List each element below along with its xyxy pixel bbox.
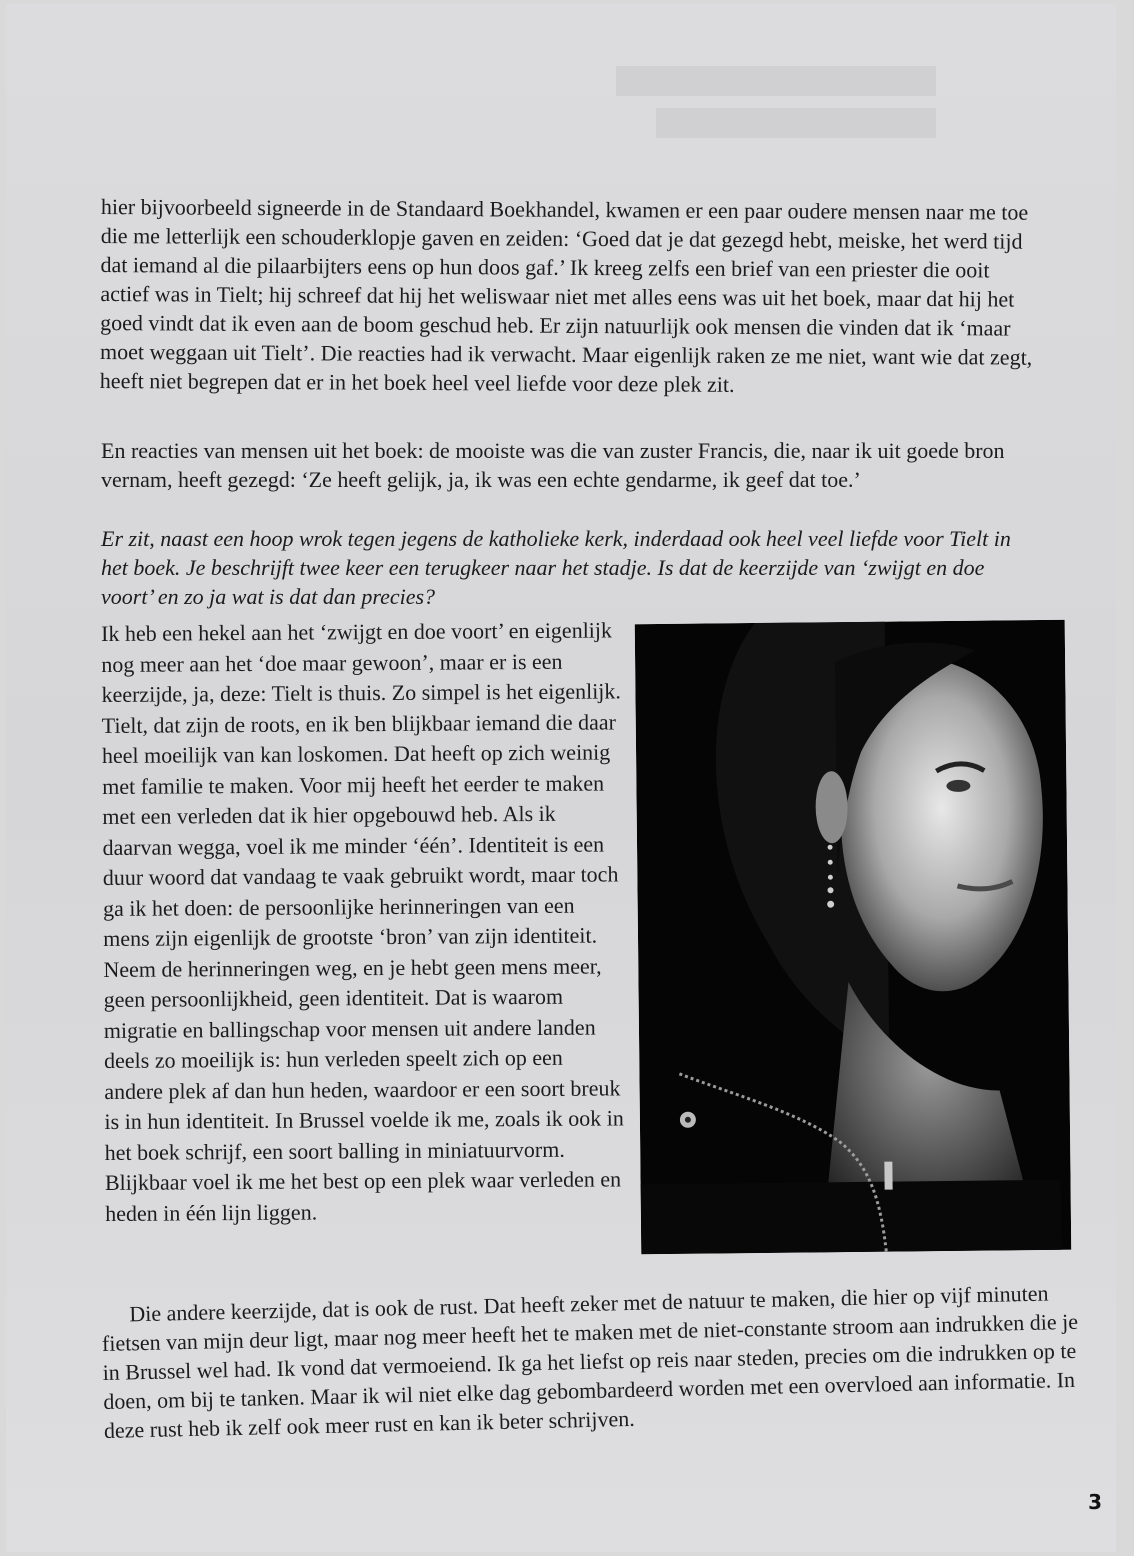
magazine-page [6, 4, 1116, 1552]
page-number: 3 [1088, 1490, 1102, 1514]
answer-paragraph-1: Ik heb een hekel aan het ‘zwijgt en doe voort’ en eigenlijk nog meer aan het ‘doe maar gewoon’, maar er is een keerzijde, ja, deze: Tielt is thuis. Zo simpel is het eigenlijk. Tielt, dat zijn de roots, en ik ben blijkbaar iemand die daar heel moeilijk van kan loskomen. Dat heeft op zich weinig met familie te maken. Voor mij heeft het eerder te maken met een verleden dat ik hier opgebouwd heb. Als ik daarvan wegga, voel ik me minder ‘één’. Identiteit is een duur woord dat vandaag te vaak gebruikt wordt, maar toch ga ik het doen: de persoonlijke herinneringen van een mens zijn eigenlijk de grootste ‘bron’ van zijn identiteit. Neem de herinneringen weg, en je hebt geen mens meer, geen persoonlijkheid, geen identiteit. Dat is waarom migratie en ballingschap voor mensen uit andere landen deels zo moeilijk is: hun verleden speelt zich op een andere plek af dan hun heden, waardoor er een soort breuk is in hun identiteit. In Brussel voelde ik me, zoals ik ook in het boek schrijf, een soort balling in miniatuurvorm. Blijkbaar voel ik me het best op een plek waar verleden en heden in één lijn liggen. [101, 617, 624, 1226]
show-through-heading [616, 56, 946, 157]
portrait-photo-icon [635, 620, 1072, 1254]
answer-paragraph-2: Die andere keerzijde, dat is ook de rust. Dat heeft zeker met de natuur te maken, die hier op vijf minuten fietsen van mijn deur ligt, maar nog meer heeft het te maken met de niet-constante stroom aan indrukken die je in Brussel wel had. Ik vond dat vermoeiend. Ik ga het liefst op reis naar steden, precies om die indrukken op te doen, om bij te tanken. Maar ik wil niet elke dag gebombardeerd worden met een overvloed aan informatie. In deze rust heb ik zelf ook meer rust en kan ik beter schrijven. [101, 1280, 1079, 1443]
portrait-photo [635, 620, 1072, 1254]
interview-question: Er zit, naast een hoop wrok tegen jegens de katholieke kerk, inderdaad ook heel veel liefde voor Tielt in het boek. Je beschrijft twee keer een terugkeer naar het stadje. Is dat de keerzijde van ‘zwijgt en doe voort’ en zo ja wat is dat dan precies? [101, 526, 1011, 609]
article-paragraph-1: hier bijvoorbeeld signeerde in de Standaard Boekhandel, kwamen er een paar oudere mensen naar me toe die me letterlijk een schouderklopje gaven en zeiden: ‘Goed dat je dat gezegd hebt, meiske, het werd tijd dat iemand al die pilaarbijters eens op hun doos gaf.’ Ik kreeg zelfs een brief van een priester die ooit actief was in Tielt; hij schreef dat hij het weliswaar niet met alles eens was uit het boek, maar dat hij het goed vindt dat ik even aan de boom geschud heb. Er zijn natuurlijk ook mensen die vinden dat ik ‘maar moet weggaan uit Tielt’. Die reacties had ik verwacht. Maar eigenlijk raken ze me niet, want wie dat zegt, heeft niet begrepen dat er in het boek heel veel liefde voor deze plek zit. [99, 193, 1033, 397]
article-paragraph-2: En reacties van mensen uit het boek: de mooiste was die van zuster Francis, die, naar ik uit goede bron vernam, heeft gezegd: ‘Ze heeft gelijk, ja, ik was een echte gendarme, ik geef dat toe.’ [101, 438, 1005, 492]
show-through-blur-icon [616, 56, 946, 146]
